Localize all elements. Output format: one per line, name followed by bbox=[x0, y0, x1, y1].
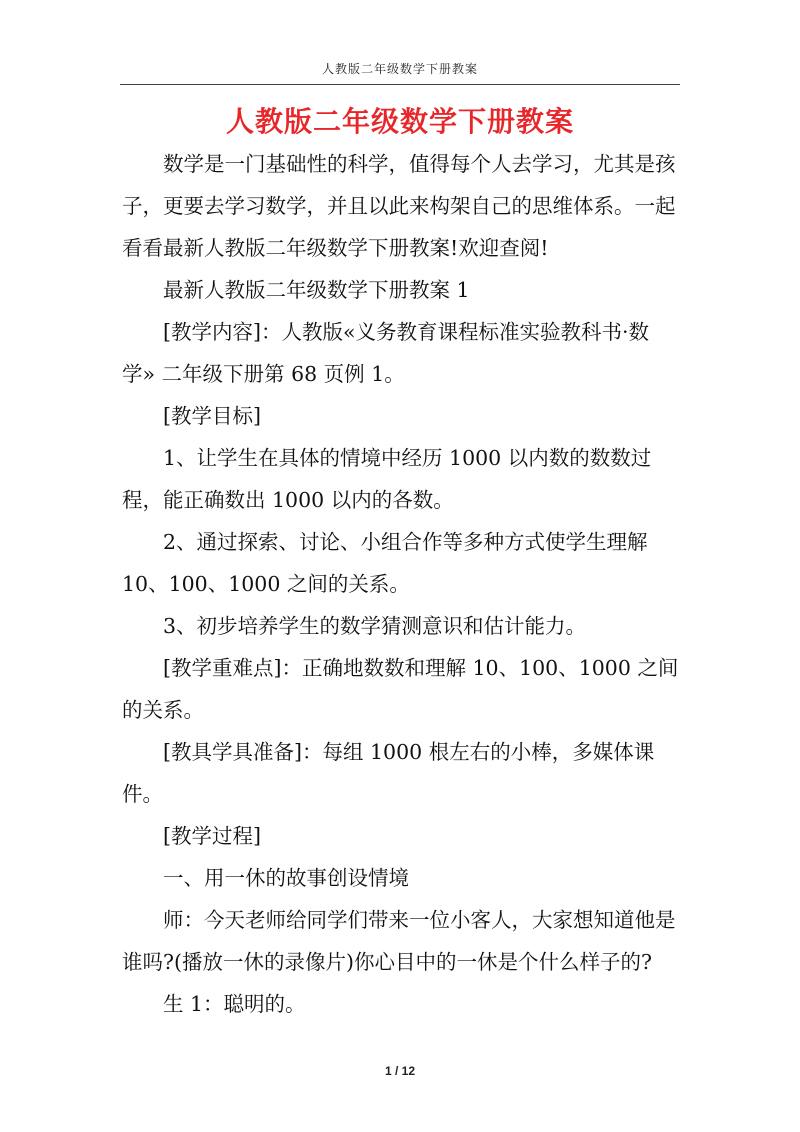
teaching-process-heading: [教学过程] bbox=[163, 824, 261, 848]
header-divider bbox=[120, 84, 680, 85]
document-body bbox=[122, 143, 682, 1025]
teaching-goals-heading: [教学目标] bbox=[163, 404, 261, 428]
section-heading: 最新人教版二年级数学下册教案 1 bbox=[163, 278, 470, 302]
document-title: 人教版二年级数学下册教案 bbox=[225, 105, 574, 138]
intro-paragraph: 数学是一门基础性的科学，值得每个人去学习，尤其是孩子，更要去学习数学，并且以此来构架自己的思维体系。一起看看最新人教版二年级数学下册教案!欢迎查阅! bbox=[122, 152, 676, 260]
key-points-paragraph: [教学重难点]：正确地数数和理解 10、100、1000 之间的关系。 bbox=[122, 656, 679, 722]
materials-paragraph: [教具学具准备]：每组 1000 根左右的小棒，多媒体课件。 bbox=[122, 740, 655, 806]
goal-item-3: 3、初步培养学生的数学猜测意识和估计能力。 bbox=[163, 614, 587, 638]
teacher-dialogue-paragraph: 师：今天老师给同学们带来一位小客人，大家想知道他是谁吗?(播放一休的录像片)你心目中的一休是个什么样子的? bbox=[122, 908, 676, 974]
teaching-content-paragraph: [教学内容]：人教版«义务教育课程标准实验教科书·数学» 二年级下册第 68 页例 1。 bbox=[122, 320, 650, 386]
goal-item-1: 1、让学生在具体的情境中经历 1000 以内数的数数过程，能正确数出 1000 以内的各数。 bbox=[122, 446, 652, 512]
goal-item-2: 2、通过探索、讨论、小组合作等多种方式使学生理解 10、100、1000 之间的关系。 bbox=[122, 530, 648, 596]
page-number: 1 / 12 bbox=[384, 1064, 416, 1078]
running-header: 人教版二年级数学下册教案 bbox=[321, 62, 478, 76]
student-dialogue-paragraph: 生 1：聪明的。 bbox=[163, 992, 306, 1016]
process-step-heading: 一、用一休的故事创设情境 bbox=[163, 866, 409, 890]
